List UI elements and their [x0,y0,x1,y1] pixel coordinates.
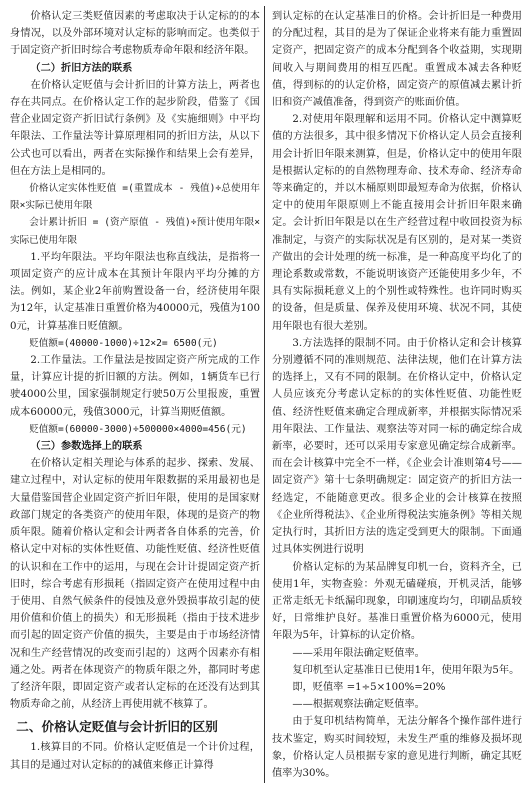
paragraph: ——采用年限法确定贬值率。 [292,647,425,659]
paragraph: 2.工作量法。工作量法是按固定资产所完成的工作量，计算应计提的折旧额的方法。例如，1辆货车已行驶4000公里，国家强制规定行驶50万公里报废，重置成本60000元，残值3000元，计算当期贬值额。 [10,355,260,418]
paragraph: 由于复印机结构简单，无法分解各个操作部件进行技术鉴定，购买时间较短，未发生严重的维修及损坏现象，价格认定人员根据专家的意见进行判断，确定其贬值率为30%。 [272,716,522,779]
section-heading: （二）折旧方法的联系 [30,61,133,74]
paragraph: 1.平均年限法。平均年限法也称直线法，是指将一项固定资产的应计成本在其预计年限内平均分摊的方法。例如，某企业2年前购置设备一台，经济使用年限为12年，认定基准日重置价格为40000元，残值为1000元，计算基准日贬值额。 [10,251,260,332]
paragraph: 到认定标的在认定基准日的价格。会计折旧是一种费用的分配过程，其目的是为了保证企业将来有能力重置固定资产，把固定资产的成本分配到各个收益期，实现期间收入与期间费用的相互匹配。重置成本减去各种贬值，得到标的的认定价格，固定资产的原值减去累计折旧和资产减值准备，得到资产的账面价值。 [272,11,522,109]
paragraph: 价格认定标的为某品牌复印机一台，资料齐全，已使用1年，实物查验：外观无磕碰痕，开机灵活，能够正常走纸无卡纸漏印现象，印刷速度均匀，印刷品质较好，日常维护良好。基准日重置价格为6000元，使用年限为5年，计算标的认定价格。 [272,561,522,642]
formula: 贬值额=(60000-3000)÷500000×4000=456(元) [29,423,247,435]
chapter-heading: 二、价格认定贬值与会计折旧的区别 [16,719,218,735]
section-heading: （三）参数选择上的联系 [30,440,143,453]
formula: 即，贬值率 =1÷5×100%=20% [292,681,446,693]
paragraph: 在价格认定贬值与会计折旧的计算方法上，两者也存在共同点。在价格认定工作的起步阶段，借鉴了《国营企业固定资产折旧试行条例》及《实施细则》中平均年限法、工作量法等计算原理相同的折旧方法，从以下公式也可以看出，两者在实际操作和结果上会有差异，但在方法上是相同的。 [10,79,260,177]
paragraph: 1.核算目的不同。价格认定贬值是一个计价过程，其目的是通过对认定标的的减值来修正计算得 [10,742,260,771]
paragraph: 3.方法选择的限制不同。由于价格认定和会计核算分别遵循不同的准则规范、法律法规，他们在计算方法的选择上，又有不同的限制。在价格认定中，价格认定人员应该充分考虑认定标的的实体性贬值、功能性贬值、经济性贬值来确定合理成新率，并根据实际情况采用年限法、工作量法、观察法等对同一标的确定综合成新率，必要时，还可以采用专家意见确定综合成新率。而在会计核算中完全不一样，《企业会计准则第4号——固定资产》第十七条明确规定：固定资产的折旧方法一经选定，不能随意更改。很多企业的会计核算在按照《企业所得税法》、《企业所得税法实施条例》等相关规定执行时，其折旧方法的选定受到更大的限制。下面通过具体实例进行说明 [272,337,522,556]
formula: 会计累计折旧 = (资产原值 - 残值)÷预计使用年限×实际已使用年限 [10,217,260,246]
left-column [10,8,260,774]
right-column [272,8,522,782]
column-divider [264,6,265,783]
paragraph: 价格认定三类贬值因素的考虑取决于认定标的的本身情况，以及外部环境对认定标的影响而定。也类似于于固定资产折旧时综合考虑物质寿命年限和经济年限。 [10,11,260,57]
paragraph: 2.对使用年限理解和运用不同。价格认定中测算贬值的方法很多，其中很多情况下价格认定人员会直接利用会计折旧年限来测算，但是，价格认定中的使用年限是根据认定标的的自然物理寿命、技术寿命、经济寿命等来确定的，并以木桶原则即最短寿命为依据，价格认定中的使用年限原则上不能直接用会计折旧年限来确定。会计折旧年限是以在生产经营过程中收回投资为标准制定，与资产的实际状况是有区别的，是对某一类资产做出的会计处理的统一标准，是一种高度平均化了的理论系数或常数，不能说明该资产还能使用多少年，不具有实际损耗意义上的个别性或特殊性。也许同时购买的设备，但是质量、保养及使用环境、状况不同，其使用年限也有很大差别。 [272,114,522,332]
paragraph: ——根据观察法确定贬值率。 [292,699,425,711]
formula: 价格认定实体性贬值 =(重置成本 - 残值)÷总使用年限×实际已使用年限 [10,183,260,212]
formula: 贬值额=(40000-1000)÷12×2= 6500(元) [29,337,218,349]
paragraph: 在价格认定相关理论与体系的起步、探索、发展、建立过程中，对认定标的使用年限数据的采用最初也是大量借鉴国营企业固定资产折旧年限，使用的是国家财政部门规定的各类资产的使用年限，体现的是资产的物质年限。随着价格认定和会计两者各自体系的完善，价格认定中对标的实体性贬值、功能性贬值、经济性贬值的认识和在工作中的运用，与现在会计计提固定资产折旧时，综合考虑有形损耗（指固定资产在使用过程中由于使用、自然气候条件的侵蚀及意外毁损事故引起的使用价值和价值上的损失）和无形损耗（指由于技术进步而引起的固定资产价值的损失，主要是由于市场经济情况和生产经营情况的改变而引起的）这两个因素亦有相通之处。两者在体现资产的物质年限之外，都同时考虑了经济年限，即固定资产或者认定标的在还没有达到其物质寿命之前，从经济上再使用就不核算了。 [10,458,260,711]
paragraph: 复印机至认定基准日已使用1年，使用年限为5年。 [292,664,520,676]
